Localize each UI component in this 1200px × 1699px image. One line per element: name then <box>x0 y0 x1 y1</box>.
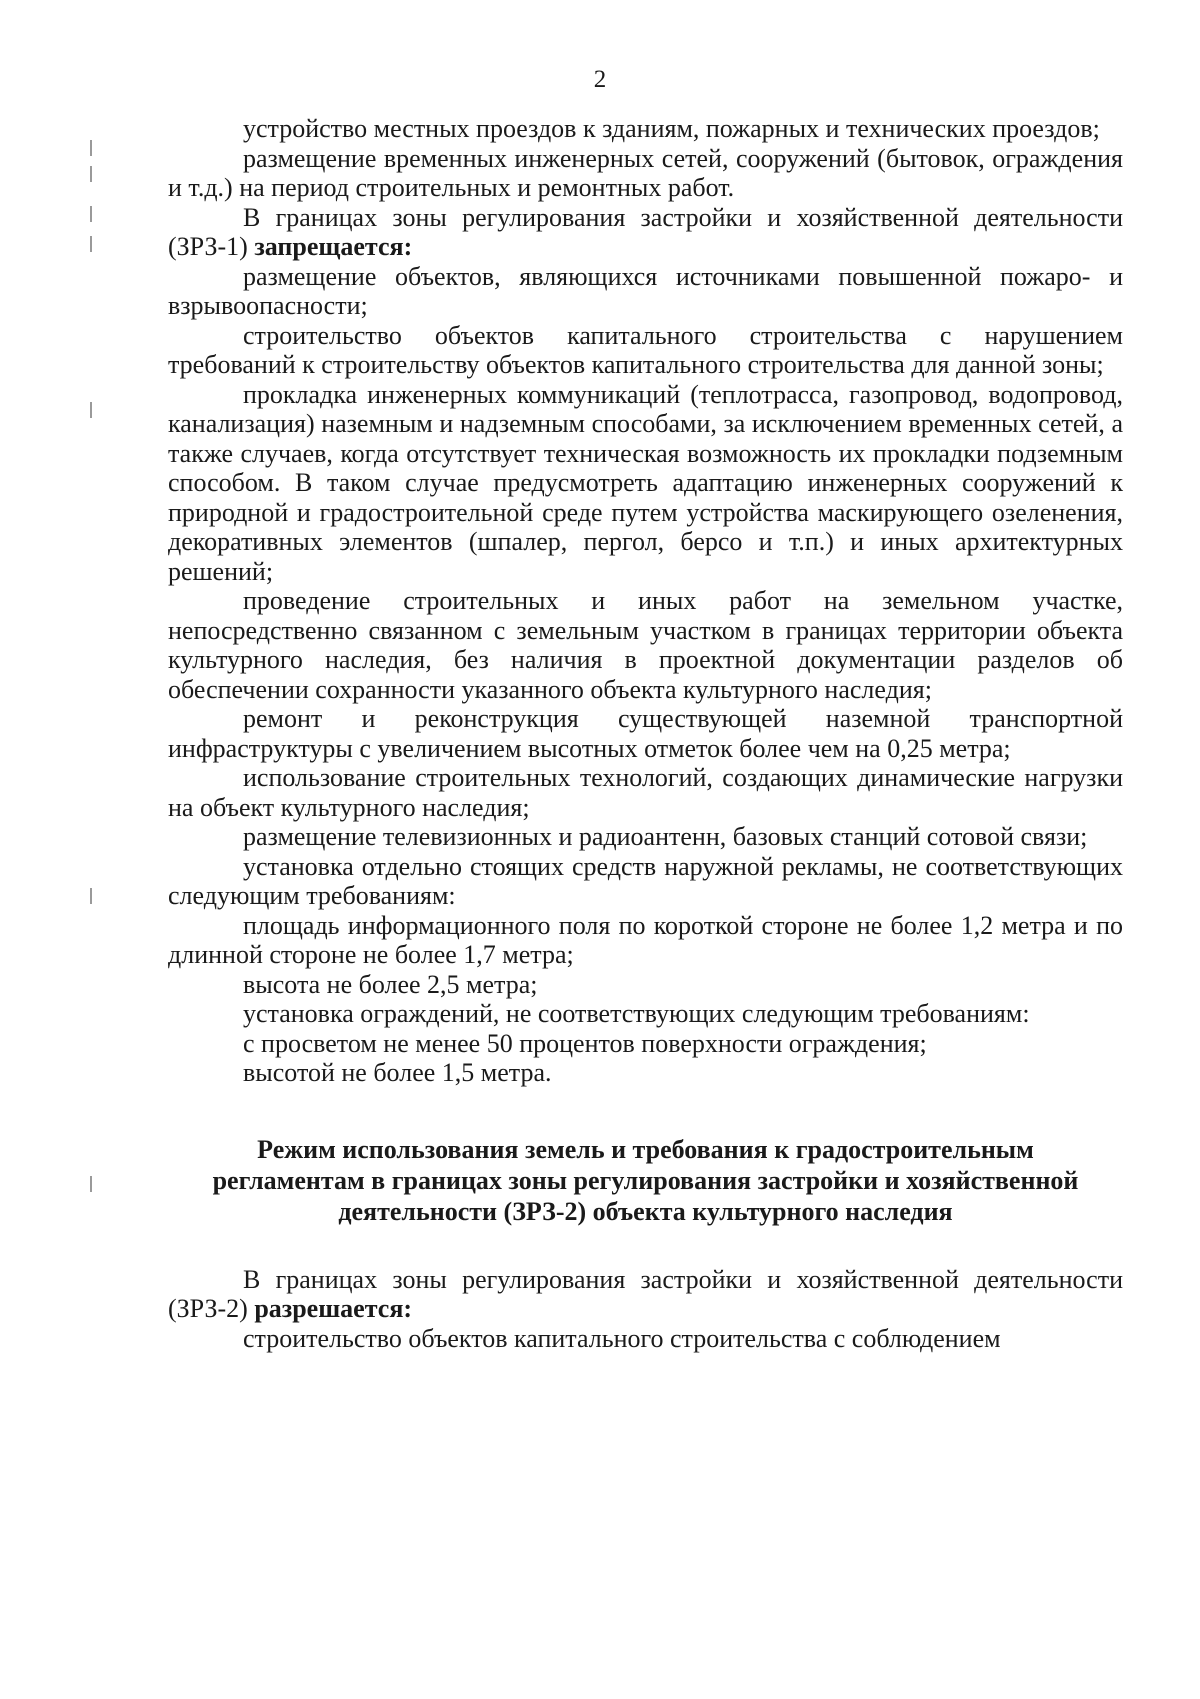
document-body <box>168 114 1123 1353</box>
scan-margin-mark <box>90 236 92 252</box>
scan-margin-mark <box>90 402 92 418</box>
section-gap <box>168 1088 1123 1134</box>
prohibited-item: с просветом не менее 50 процентов поверхности ограждения; <box>243 1028 927 1058</box>
body-paragraph: устройство местных проездов к зданиям, пожарных и технических проездов; <box>243 114 1100 143</box>
prohibited-item: высотой не более 1,5 метра. <box>243 1058 552 1087</box>
prohibited-item: прокладка инженерных коммуникаций (теплотрасса, газопровод, водопровод, канализация) наземным и надземным способами, за исключением временных сетей, а также случаев, когда отсутствует техническая возможность их прокладки подземным способом. В таком случае предусмотреть адаптацию инженерных сооружений к природной и градостроительной среде путем устройства маскирующего озеленения, декоративных элементов (шпалер, пергол, берсо и т.п.) и иных архитектурных решений; <box>168 379 1123 586</box>
scan-margin-mark <box>90 1176 92 1192</box>
page-number: 2 <box>593 66 607 93</box>
permitted-intro-paragraph <box>168 1265 1123 1324</box>
scan-margin-mark <box>90 888 92 904</box>
prohibited-intro-text: В границах зоны регулирования застройки и хозяйственной деятельности (ЗРЗ-1) <box>168 202 1123 261</box>
prohibited-item: ремонт и реконструкция существующей наземной транспортной инфраструктуры с увеличением высотных отметок более чем на 0,25 метра; <box>168 704 1123 763</box>
prohibited-keyword: запрещается: <box>254 232 413 261</box>
prohibited-item: использование строительных технологий, создающих динамические нагрузки на объект культурного наследия; <box>168 763 1123 822</box>
section-gap <box>168 1227 1123 1265</box>
scan-margin-mark <box>90 206 92 222</box>
prohibited-item: размещение телевизионных и радиоантенн, базовых станций сотовой связи; <box>243 822 1088 851</box>
prohibited-item: установка отдельно стоящих средств наружной рекламы, не соответствующих следующим требованиям: <box>168 851 1123 910</box>
scan-margin-mark <box>90 166 92 182</box>
prohibited-item: размещение объектов, являющихся источниками повышенной пожаро- и взрывоопасности; <box>168 261 1123 320</box>
prohibited-intro-paragraph <box>168 203 1123 262</box>
prohibited-item: высота не более 2,5 метра; <box>243 969 538 999</box>
section-title: Режим использования земель и требования к градостроительным регламентам в границах зоны регулирования застройки и хозяйственной деятельности (ЗРЗ-2) объекта культурного наследия <box>212 1134 1079 1226</box>
permitted-keyword: разрешается: <box>254 1294 413 1323</box>
scan-margin-mark <box>90 140 92 156</box>
body-paragraph: размещение временных инженерных сетей, сооружений (бытовок, ограждения и т.д.) на период строительных и ремонтных работ. <box>168 143 1123 202</box>
prohibited-item: строительство объектов капитального строительства с нарушением требований к строительству объектов капитального строительства для данной зоны; <box>168 320 1123 379</box>
prohibited-item: площадь информационного поля по короткой стороне не более 1,2 метра и по длинной стороне не более 1,7 метра; <box>168 910 1123 969</box>
prohibited-item: установка ограждений, не соответствующих следующим требованиям: <box>243 999 1030 1028</box>
permitted-item: строительство объектов капитального строительства с соблюдением <box>243 1323 1001 1353</box>
permitted-intro-text: В границах зоны регулирования застройки и хозяйственной деятельности (ЗРЗ-2) <box>168 1264 1123 1323</box>
prohibited-item: проведение строительных и иных работ на земельном участке, непосредственно связанном с земельным участком в границах территории объекта культурного наследия, без наличия в проектной документации разделов об обеспечении сохранности указанного объекта культурного наследия; <box>168 586 1123 704</box>
